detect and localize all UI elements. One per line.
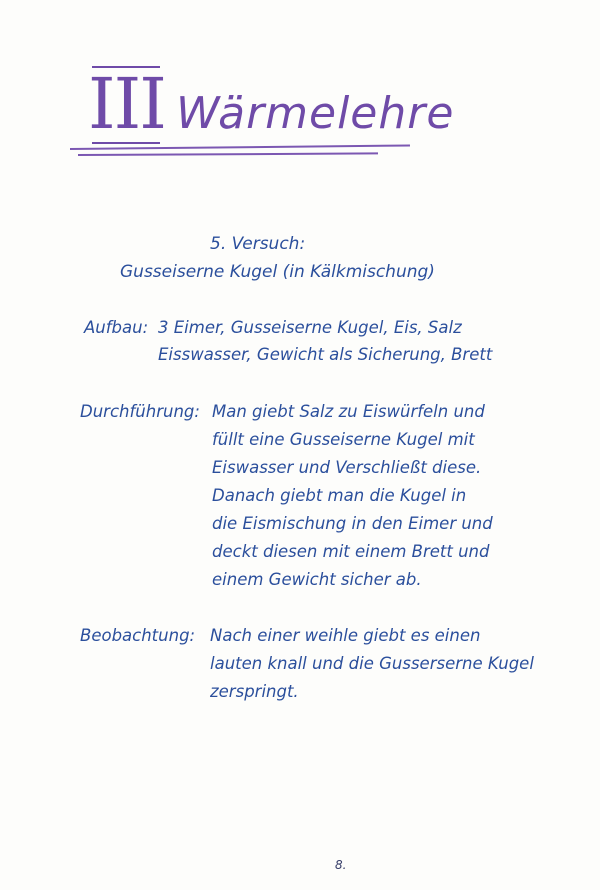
experiment-subtitle: Gusseiserne Kugel (in Kälkmischung)	[120, 262, 435, 282]
chapter-heading	[88, 62, 455, 162]
durchfuehrung-line: Man giebt Salz zu Eiswürfeln und	[212, 402, 485, 421]
aufbau-label: Aufbau:	[84, 318, 149, 337]
title-underline-2	[78, 152, 378, 156]
chapter-title: Wärmelehre	[176, 88, 455, 139]
beobachtung-line: lauten knall und die Gusserserne Kugel	[210, 654, 534, 673]
durchfuehrung-line: füllt eine Gusseiserne Kugel mit	[212, 430, 475, 449]
numeral-bottom-bar	[92, 142, 160, 144]
beobachtung-line: Nach einer weihle giebt es einen	[210, 626, 481, 645]
beobachtung-label: Beobachtung:	[80, 626, 196, 645]
beobachtung-line: zerspringt.	[210, 682, 299, 701]
durchfuehrung-label: Durchführung:	[80, 402, 200, 421]
page-number: 8.	[335, 858, 347, 872]
aufbau-line: 3 Eimer, Gusseiserne Kugel, Eis, Salz	[158, 318, 462, 337]
durchfuehrung-line: Eiswasser und Verschließt diese.	[212, 458, 482, 477]
durchfuehrung-line: einem Gewicht sicher ab.	[212, 570, 422, 589]
durchfuehrung-line: die Eismischung in den Eimer und	[212, 514, 493, 533]
durchfuehrung-line: Danach giebt man die Kugel in	[212, 486, 467, 505]
aufbau-line: Eisswasser, Gewicht als Sicherung, Brett	[158, 345, 493, 364]
experiment-title: 5. Versuch:	[210, 234, 306, 254]
chapter-numeral: III	[88, 63, 165, 145]
durchfuehrung-line: deckt diesen mit einem Brett und	[212, 542, 490, 561]
